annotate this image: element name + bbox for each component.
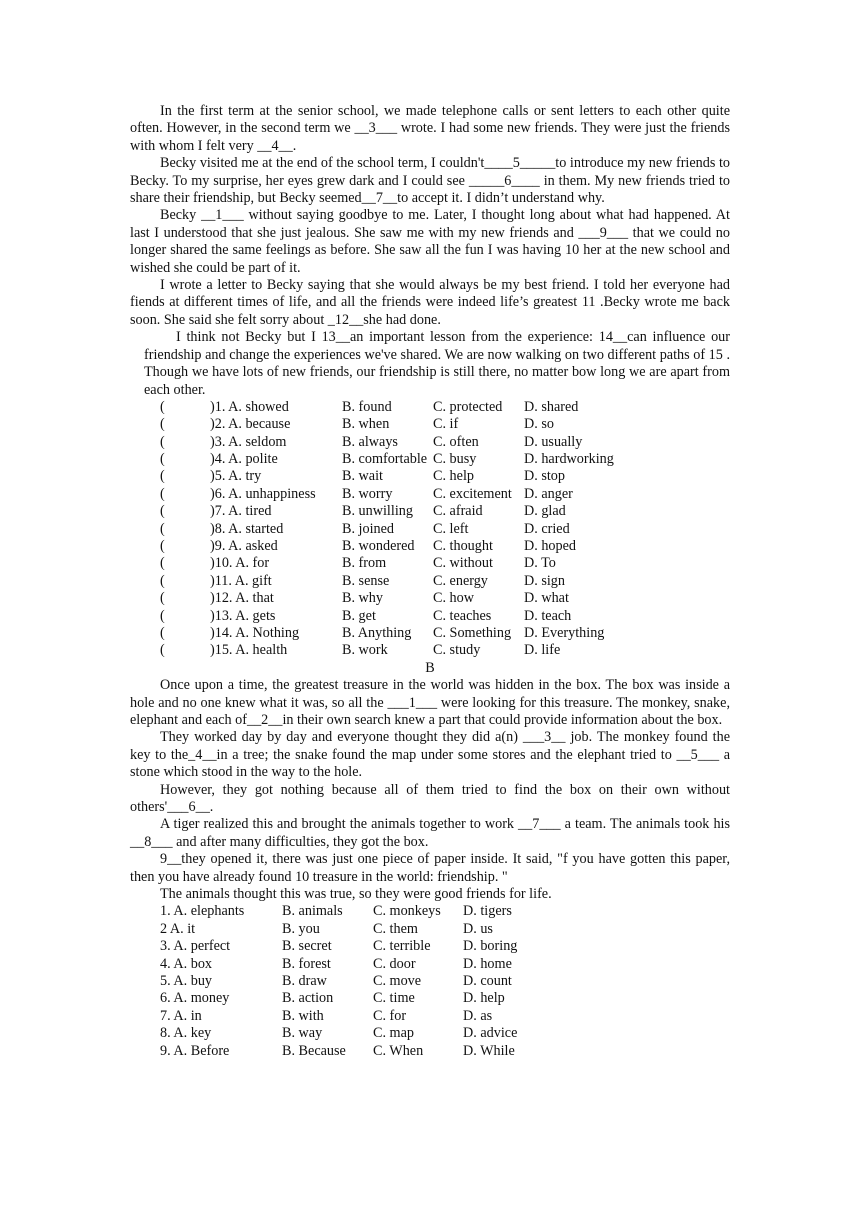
option-b: B. joined [342,520,395,537]
passage-b [130,677,734,1060]
option-row [130,468,730,485]
option-row [130,521,730,538]
option-d: D. as [463,1007,493,1024]
option-c: C. thought [433,538,493,555]
option-d: D. us [463,920,493,937]
document-page [130,103,734,1060]
option-c: C. excitement [433,485,512,502]
option-row [130,434,730,451]
option-num: )11. A. gift [210,572,272,589]
option-c: C. study [433,642,481,659]
paragraph: The animals thought this was true, so they were good friends for life. [160,886,552,903]
options-list-a [130,399,730,660]
option-d: D. Everything [524,624,605,641]
option-b: B. wait [342,468,383,485]
option-d: D. While [463,1042,515,1059]
option-b: B. Anything [342,624,412,641]
option-paren: ( [160,416,165,433]
option-b: B. found [342,398,392,415]
option-d: D. help [463,990,505,1007]
option-num: )3. A. seldom [210,433,287,450]
option-row [130,956,730,973]
option-b: B. you [282,920,320,937]
option-row [130,608,730,625]
option-b: B. Because [282,1042,346,1059]
option-d: D. sign [524,572,565,589]
option-num: 4. A. box [160,955,213,972]
option-row [130,503,730,520]
option-d: D. life [524,642,561,659]
option-num: 9. A. Before [160,1042,230,1059]
option-c: C. busy [433,451,477,468]
option-b: B. comfortable [342,451,428,468]
option-b: B. from [342,555,387,572]
option-b: B. when [342,416,390,433]
option-b: B. work [342,642,388,659]
option-b: B. with [282,1007,324,1024]
paragraph: A tiger realized this and brought the animals together to work __7___ a team. The animals took his __8___ and after many difficulties, they got the box. [130,816,734,850]
option-row [130,451,730,468]
option-c: C. move [373,973,422,989]
option-row [130,1025,730,1042]
option-row [130,625,730,642]
option-row [130,555,730,572]
option-paren: ( [160,503,165,520]
option-c: C. map [373,1025,414,1042]
option-b: B. get [342,607,376,624]
option-num: 2 A. it [160,920,196,937]
option-num: 3. A. perfect [160,938,231,955]
option-b: B. always [342,433,398,450]
option-c: C. how [433,590,474,607]
option-num: )8. A. started [210,520,284,537]
option-num: )1. A. showed [210,398,289,415]
option-num: )9. A. asked [210,538,278,555]
paragraph: I wrote a letter to Becky saying that she would always be my best friend. I told her everyone had fiends at different times of life, and all the friends were indeed life’s greatest 11 .Becky wrote me back soon. She said she felt sorry about _12__she had done. [130,277,734,328]
option-d: D. usually [524,433,583,450]
paragraph: Becky __1___ without saying goodbye to me. Later, I thought long about what had happened. At last I understood that she just jealous. She saw me with my new friends and ___9___ that we could no longer shared the same feelings as before. She saw all the fun I was having 10 her at the new school and wished she could be part of it. [130,207,734,276]
option-num: 1. A. elephants [160,903,245,920]
option-d: D. stop [524,468,565,485]
option-row [130,573,730,590]
option-paren: ( [160,555,165,572]
option-c: C. without [433,555,493,572]
option-c: C. terrible [373,938,431,955]
option-row [130,416,730,433]
option-row [130,590,730,607]
option-row [130,399,730,416]
option-paren: ( [160,433,165,450]
option-b: B. action [282,990,334,1007]
paragraph: Once upon a time, the greatest treasure in the world was hidden in the box. The box was inside a hole and no one knew what it was, so all the ___1___ were looking for this treasure. The monkey, snake, elephant and each of__2__in their own search knew a part that could provide information about the box. [130,677,734,728]
option-b: B. draw [282,973,327,989]
option-row [130,990,730,1007]
option-row [130,1043,730,1060]
option-row [130,921,730,938]
option-row [130,938,730,955]
option-c: C. teaches [433,607,492,624]
option-c: C. if [433,416,459,433]
option-d: D. hardworking [524,451,614,468]
option-num: )2. A. because [210,416,291,433]
option-b: B. wondered [342,538,415,555]
option-paren: ( [160,538,165,555]
option-num: )5. A. try [210,468,262,485]
option-num: 5. A. buy [160,973,213,989]
option-b: B. animals [282,903,343,920]
option-b: B. sense [342,572,390,589]
option-b: B. unwilling [342,503,413,520]
option-c: C. help [433,468,474,485]
option-d: D. cried [524,520,570,537]
passage-a [130,103,734,660]
option-row [130,903,730,920]
option-c: C. afraid [433,503,483,520]
option-c: C. protected [433,398,503,415]
option-c: C. left [433,520,469,537]
option-num: )6. A. unhappiness [210,485,316,502]
option-d: D. hoped [524,538,577,555]
paragraph: They worked day by day and everyone thought they did a(n) ___3__ job. The monkey found the key to the_4__in a tree; the snake found the map under some stores and the elephant tried to __5___ a stone which stood in the way to the hole. [130,729,734,781]
option-paren: ( [160,398,165,415]
option-c: C. for [373,1007,407,1024]
paragraph: 9__they opened it, there was just one piece of paper inside. It said, "f you have gotten this paper, then you have already found 10 treasure in the world: friendship. " [130,851,734,885]
option-b: B. worry [342,485,393,502]
option-c: C. often [433,433,479,450]
option-num: )12. A. that [210,590,274,607]
option-b: B. forest [282,955,331,972]
option-d: D. glad [524,503,566,520]
option-paren: ( [160,642,165,659]
option-d: D. To [524,555,556,572]
option-num: )4. A. polite [210,451,278,468]
option-paren: ( [160,468,165,485]
option-paren: ( [160,624,165,641]
paragraph: Becky visited me at the end of the school term, I couldn't____5_____to introduce my new friends to Becky. To my surprise, her eyes grew dark and I could see _____6____ in them. My new friends tried to share their friendship, but Becky seemed__7__to accept it. I didn’t understand why. [130,155,734,207]
option-c: C. them [373,920,418,937]
option-row [130,642,730,659]
paragraph: I think not Becky but I 13__an important lesson from the experience: 14__can influence our friendship and change the experiences we've shared. We are now walking on two different paths of 15 . Though we have lots of new friends, our friendship is still there, no matter bow long we are apart from each other. [144,329,734,398]
option-c: C. When [373,1042,424,1059]
option-c: C. Something [433,624,512,641]
option-num: )14. A. Nothing [210,624,300,641]
option-num: 8. A. key [160,1025,212,1042]
option-d: D. advice [463,1025,518,1042]
option-num: 6. A. money [160,990,230,1007]
option-d: D. home [463,955,512,972]
option-c: C. time [373,990,415,1007]
option-d: D. anger [524,485,573,502]
option-row [130,973,730,990]
options-list-b [130,903,730,1060]
option-row [130,1008,730,1025]
option-b: B. why [342,590,383,607]
option-paren: ( [160,572,165,589]
option-c: C. energy [433,572,488,589]
option-row [130,538,730,555]
option-d: D. shared [524,398,579,415]
option-num: )15. A. health [210,642,288,659]
option-c: C. door [373,955,416,972]
paragraph: However, they got nothing because all of them tried to find the box on their own without others'___6__. [130,781,734,815]
option-d: D. count [463,973,512,989]
option-d: D. what [524,590,569,607]
option-d: D. teach [524,607,572,624]
option-d: D. boring [463,938,518,955]
option-b: B. secret [282,938,332,955]
option-paren: ( [160,607,165,624]
option-d: D. so [524,416,554,433]
option-num: )13. A. gets [210,607,276,624]
option-b: B. way [282,1025,323,1042]
option-num: )7. A. tired [210,503,272,520]
option-paren: ( [160,451,165,468]
option-num: )10. A. for [210,555,270,572]
option-num: 7. A. in [160,1007,202,1024]
option-paren: ( [160,590,165,607]
option-row [130,486,730,503]
paragraph: In the first term at the senior school, we made telephone calls or sent letters to each other quite often. However, in the second term we __3___ wrote. I had some new friends. They were just the friends with whom I felt very __4__. [130,103,734,154]
option-paren: ( [160,485,165,502]
section-label: B [425,659,435,676]
option-paren: ( [160,520,165,537]
option-d: D. tigers [463,903,512,920]
option-c: C. monkeys [373,903,441,920]
